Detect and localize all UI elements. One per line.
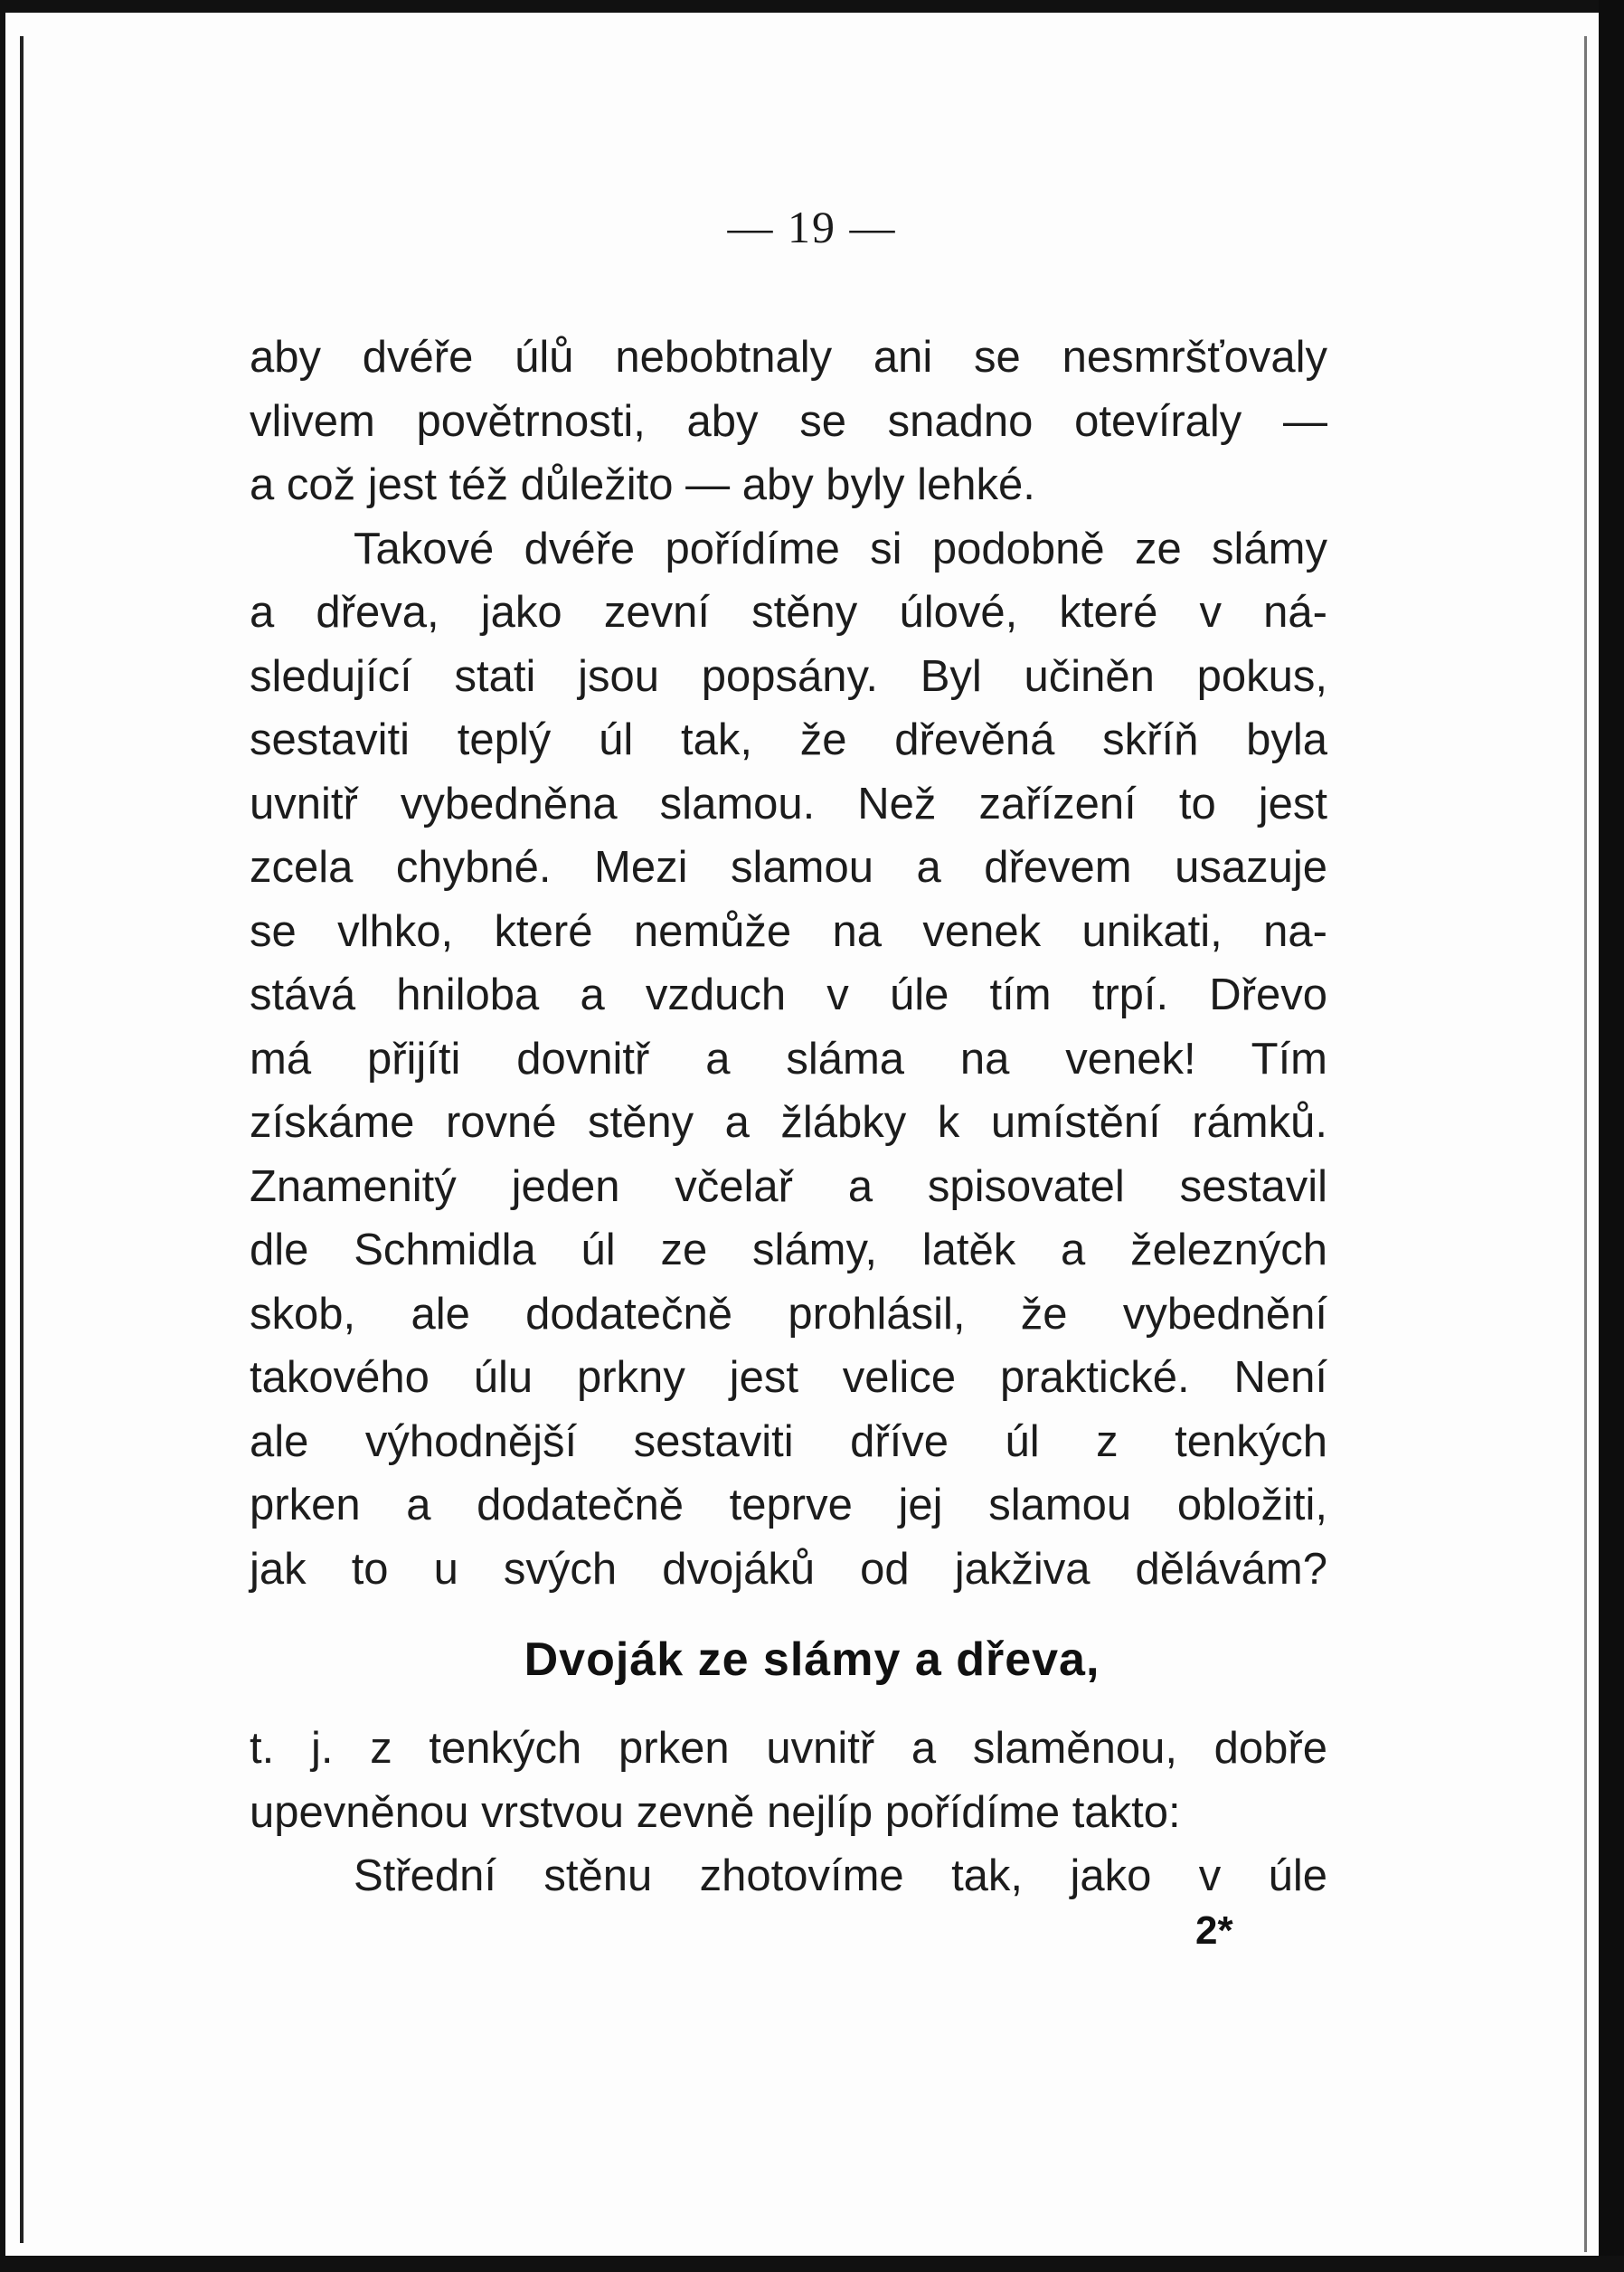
text-line: a což jest též důležito — aby byly lehké. (250, 460, 1035, 509)
text-line: prken a dodatečně teprve jej slamou obložiti, (250, 1481, 1327, 1529)
signature-mark: 2* (1195, 1908, 1233, 1953)
scan-border-top (0, 0, 1624, 13)
text-line: t. j. z tenkých prken uvnitř a slaměnou, dobře (250, 1724, 1327, 1773)
text-line: má přijíti dovnitř a sláma na venek! Tím (250, 1034, 1327, 1084)
text-line: se vlhko, které nemůže na venek unikati, na- (250, 906, 1327, 956)
text-line: získáme rovné stěny a žlábky k umístění rámků. (250, 1098, 1327, 1147)
text-line: sledující stati jsou popsány. Byl učiněn pokus, (250, 651, 1327, 701)
text-line: a dřeva, jako zevní stěny úlové, které v ná- (250, 588, 1327, 637)
text-line: takového úlu prkny jest velice praktické. Není (250, 1353, 1327, 1402)
text-line: upevněnou vrstvou zevně nejlíp pořídíme takto: (250, 1787, 1181, 1837)
text-line: skob, ale dodatečně prohlásil, že vybednění (250, 1289, 1327, 1339)
page-number: — 19 — (727, 202, 897, 252)
text-line: stává hniloba a vzduch v úle tím trpí. Dřevo (250, 970, 1327, 1019)
text-line: dle Schmidla úl ze slámy, latěk a železných (250, 1226, 1327, 1274)
text-line: Střední stěnu zhotovíme tak, jako v úle (354, 1851, 1327, 1900)
text-line: vlivem povětrnosti, aby se snadno otevíraly — (250, 396, 1327, 446)
text-line: sestaviti teplý úl tak, že dřevěná skříň byla (250, 715, 1327, 764)
text-line: Znamenitý jeden včelař a spisovatel sestavil (250, 1161, 1327, 1211)
scan-border-left (0, 0, 5, 2272)
page-edge-right (1584, 36, 1587, 2252)
page-edge-left (20, 36, 24, 2243)
body-text-bottom (250, 1717, 1327, 1908)
text-line: zcela chybné. Mezi slamou a dřevem usazuje (250, 843, 1327, 892)
section-heading: Dvoják ze slámy a dřeva, (524, 1633, 1100, 1686)
body-text-top (250, 326, 1327, 1601)
text-line: uvnitř vybedněna slamou. Než zařízení to jest (250, 779, 1327, 828)
text-line: ale výhodnější sestaviti dříve úl z tenkých (250, 1416, 1327, 1466)
scan-border-bottom (0, 2256, 1624, 2272)
text-line: Takové dvéře pořídíme si podobně ze slámy (354, 524, 1327, 573)
text-line: jak to u svých dvojáků od jakživa dělávám? (250, 1544, 1327, 1594)
scan-border-right (1599, 0, 1624, 2272)
text-line: aby dvéře úlů nebobtnaly ani se nesmršťovaly (250, 333, 1327, 382)
